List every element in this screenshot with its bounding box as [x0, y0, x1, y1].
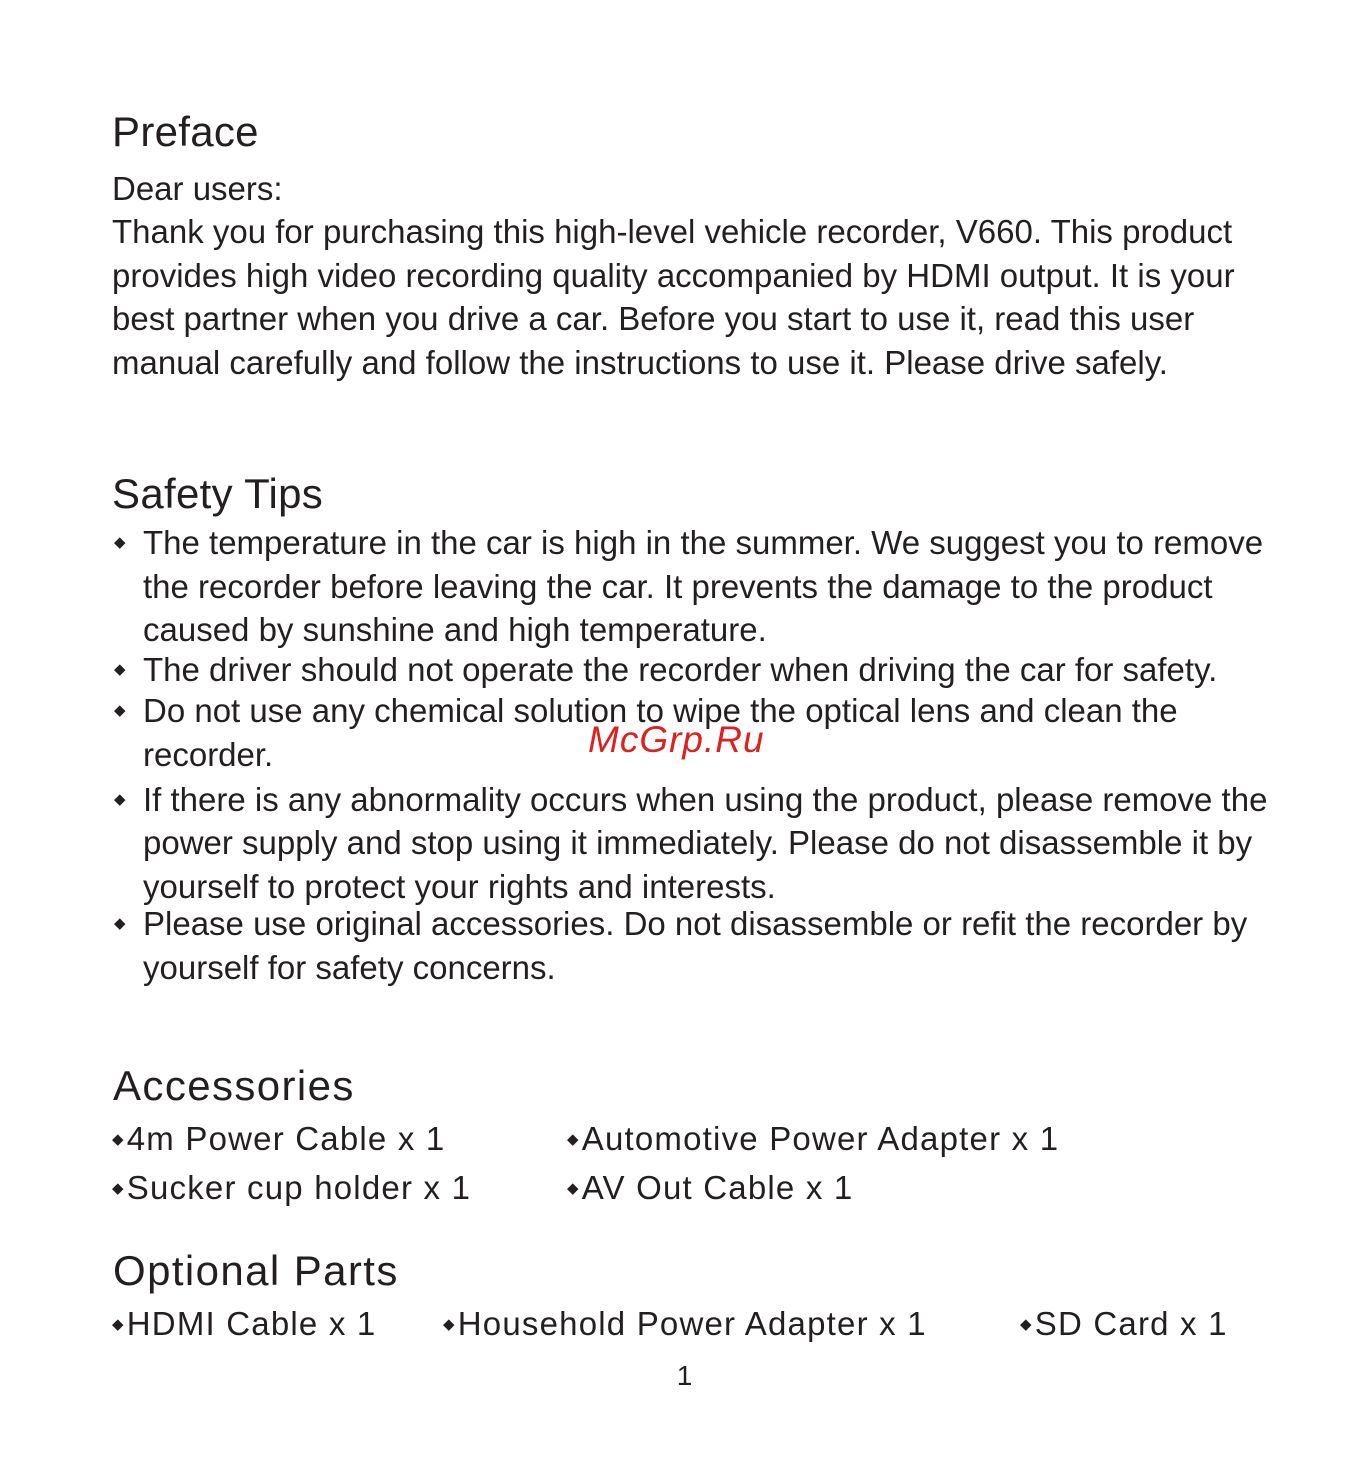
- diamond-bullet-icon: ◆: [112, 1180, 125, 1197]
- diamond-bullet-icon: ◆: [443, 1316, 456, 1333]
- safety-tips-heading: Safety Tips: [112, 470, 324, 517]
- safety-tip-text: The temperature in the car is high in the summer. We suggest you to remove the recorder before leaving the car. It prevents the damage to the product caused by sunshine and high temperature.: [143, 524, 1264, 649]
- diamond-bullet-icon: ◆: [114, 915, 126, 933]
- accessories-heading: Accessories: [113, 1062, 355, 1109]
- diamond-bullet-icon: ◆: [114, 660, 126, 678]
- safety-tip-text: Do not use any chemical solution to wipe the optical lens and clean the recorder.: [143, 692, 1178, 773]
- optional-part-label: Household Power Adapter x 1: [457, 1305, 927, 1342]
- diamond-bullet-icon: ◆: [114, 534, 126, 551]
- optional-part-label: SD Card x 1: [1034, 1305, 1228, 1342]
- optional-parts-heading: Optional Parts: [113, 1247, 399, 1294]
- diamond-bullet-icon: ◆: [112, 1131, 125, 1148]
- page-number: 1: [676, 1360, 693, 1391]
- safety-tip: [112, 648, 1312, 692]
- accessory-item: [567, 1171, 853, 1204]
- preface-heading: Preface: [112, 108, 259, 155]
- diamond-bullet-icon: ◆: [114, 702, 126, 720]
- accessory-label: Sucker cup holder x 1: [126, 1169, 472, 1206]
- optional-part-label: HDMI Cable x 1: [126, 1305, 377, 1342]
- safety-tip: [112, 902, 1312, 989]
- diamond-bullet-icon: ◆: [114, 790, 126, 808]
- diamond-bullet-icon: ◆: [567, 1180, 580, 1197]
- preface-body: Thank you for purchasing this high-level vehicle recorder, V660. This product provides high video recording quality accompanied by HDMI output. It is your best partner when you drive a car. Before you start to use it, read this user manual carefully and follow the instructions to use it. Please drive safely.: [112, 213, 1235, 381]
- accessory-label: Automotive Power Adapter x 1: [581, 1120, 1060, 1157]
- preface-greeting: Dear users:: [112, 170, 283, 207]
- optional-part-item: [443, 1307, 927, 1340]
- safety-tip-text: The driver should not operate the recorder when driving the car for safety.: [143, 650, 1218, 688]
- accessory-label: AV Out Cable x 1: [581, 1169, 854, 1206]
- diamond-bullet-icon: ◆: [567, 1131, 580, 1148]
- accessory-item: [112, 1122, 445, 1155]
- optional-part-item: [1020, 1307, 1228, 1340]
- accessory-item: [112, 1171, 471, 1204]
- accessory-label: 4m Power Cable x 1: [126, 1120, 446, 1157]
- safety-tip-text: If there is any abnormality occurs when using the product, please remove the power supply and stop using it immediately. Please do not disassemble it by yourself to protect your rights and interests.: [143, 780, 1268, 905]
- diamond-bullet-icon: ◆: [112, 1316, 125, 1333]
- safety-tip-text: Please use original accessories. Do not disassemble or refit the recorder by yourself for safety concerns.: [143, 905, 1248, 986]
- accessory-item: [567, 1122, 1059, 1155]
- safety-tip: [112, 778, 1312, 909]
- safety-tip: [112, 521, 1312, 652]
- diamond-bullet-icon: ◆: [1020, 1316, 1033, 1333]
- optional-part-item: [112, 1307, 376, 1340]
- watermark: McGrp.Ru: [588, 719, 765, 760]
